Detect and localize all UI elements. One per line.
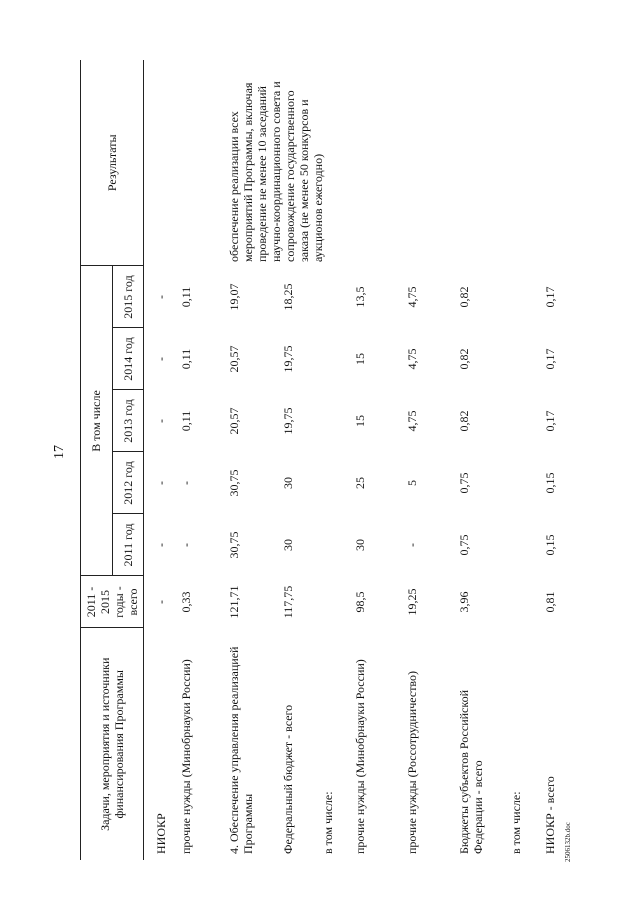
row-value-2013: 0,11: [178, 410, 193, 432]
header-year-2011: 2011 год: [112, 514, 144, 576]
row-value-2013: [318, 390, 350, 452]
row-total: 0,33: [178, 591, 193, 613]
row-value-2012: -: [154, 481, 168, 485]
program-financing-table: [80, 60, 570, 860]
row-result: [402, 60, 570, 266]
row-value-2013: 20,57: [226, 407, 241, 435]
header-year-2012: 2012 год: [112, 452, 144, 514]
row-value-2014: 19,75: [280, 345, 295, 373]
row-value-2013: 0,17: [542, 410, 557, 432]
rotated-table-container: [80, 60, 600, 860]
row-total: 121,71: [226, 585, 241, 619]
row-value-2012: 25: [352, 477, 367, 489]
row-total: [318, 576, 350, 628]
row-result: [176, 60, 224, 266]
table-row: [224, 60, 278, 860]
row-value-2012: [318, 452, 350, 514]
table-row: [402, 60, 454, 860]
header-tasks: Задачи, мероприятия и источники финансирования Программы: [81, 628, 144, 860]
row-value-2011: [318, 514, 350, 576]
row-value-2012: [506, 452, 540, 514]
header-total: 2011 - 2015 годы - всего: [81, 576, 144, 628]
row-value-2013: 4,75: [404, 410, 419, 432]
row-value-2014: 0,82: [456, 348, 471, 370]
row-label: 4. Обеспечение управления реализацией Программы: [226, 646, 255, 854]
row-value-2015: [318, 266, 350, 328]
row-label: НИОКР - всего: [542, 776, 557, 854]
row-value-2011: -: [154, 543, 168, 547]
table-row: [144, 60, 176, 860]
row-total: 117,75: [280, 585, 295, 619]
row-total: 0,81: [542, 591, 557, 613]
row-value-2011: 30,75: [226, 531, 241, 559]
header-year-2014: 2014 год: [112, 328, 144, 390]
row-label: прочие нужды (Минобрнауки России): [352, 659, 367, 854]
row-value-2014: 0,11: [178, 348, 193, 370]
row-label: Бюджеты субъектов Российской Федерации - всего: [456, 689, 485, 854]
row-value-2012: 30: [280, 477, 295, 489]
row-value-2015: [506, 266, 540, 328]
row-value-2013: 0,82: [456, 410, 471, 432]
table-row: [176, 60, 224, 860]
row-value-2015: 13,5: [352, 286, 367, 308]
row-total: -: [154, 600, 168, 604]
row-total: 98,5: [352, 591, 367, 613]
header-results: Результаты: [81, 60, 144, 266]
row-value-2014: [506, 328, 540, 390]
row-value-2011: [506, 514, 540, 576]
row-value-2011: 0,15: [542, 534, 557, 556]
table-body: [144, 60, 570, 860]
row-label: в том числе:: [508, 791, 523, 854]
row-value-2013: 19,75: [280, 407, 295, 435]
row-total: [506, 576, 540, 628]
row-value-2015: 0,17: [542, 286, 557, 308]
header-year-2015: 2015 год: [112, 266, 144, 328]
row-value-2013: 15: [352, 415, 367, 427]
row-result: обеспечение реализации всех мероприятий Программы, включая проведение не менее 10 заседаний научно-координационного совета и сопровождение государственного заказа (не менее 50 конкурсов и аукционов ежегодно): [226, 81, 325, 262]
row-value-2015: 19,07: [226, 283, 241, 311]
row-value-2015: 0,11: [178, 286, 193, 308]
row-value-2012: 0,15: [542, 472, 557, 494]
row-total: 3,96: [456, 591, 471, 613]
row-value-2015: 0,82: [456, 286, 471, 308]
row-value-2011: -: [178, 543, 193, 547]
row-value-2012: 5: [404, 480, 419, 486]
row-value-2013: [506, 390, 540, 452]
row-value-2014: 4,75: [404, 348, 419, 370]
row-value-2011: 0,75: [456, 534, 471, 556]
row-value-2011: 30: [352, 539, 367, 551]
row-value-2014: [318, 328, 350, 390]
row-value-2011: -: [404, 543, 419, 547]
row-value-2015: -: [154, 295, 168, 299]
row-value-2011: 30: [280, 539, 295, 551]
row-value-2015: 4,75: [404, 286, 419, 308]
row-value-2013: -: [154, 419, 168, 423]
row-value-2014: 20,57: [226, 345, 241, 373]
row-total: 19,25: [404, 588, 419, 616]
row-label: НИОКР: [154, 813, 168, 854]
header-year-2013: 2013 год: [112, 390, 144, 452]
row-value-2012: 30,75: [226, 469, 241, 497]
footer-document-code: 2506132b.doc: [564, 822, 572, 862]
row-value-2012: -: [178, 481, 193, 485]
row-label: в том числе:: [320, 791, 335, 854]
row-value-2014: -: [154, 357, 168, 361]
page-number: 17: [52, 445, 67, 459]
row-value-2014: 0,17: [542, 348, 557, 370]
table-header: [81, 60, 144, 860]
row-label: прочие нужды (Россотрудничество): [404, 670, 419, 854]
row-label: Федеральный бюджет - всего: [280, 704, 295, 854]
row-value-2014: 15: [352, 353, 367, 365]
header-in-that-number: В том числе: [81, 266, 113, 576]
row-label: прочие нужды (Минобрнауки России): [178, 659, 193, 854]
row-value-2012: 0,75: [456, 472, 471, 494]
row-result: [144, 60, 176, 266]
row-value-2015: 18,25: [280, 283, 295, 311]
